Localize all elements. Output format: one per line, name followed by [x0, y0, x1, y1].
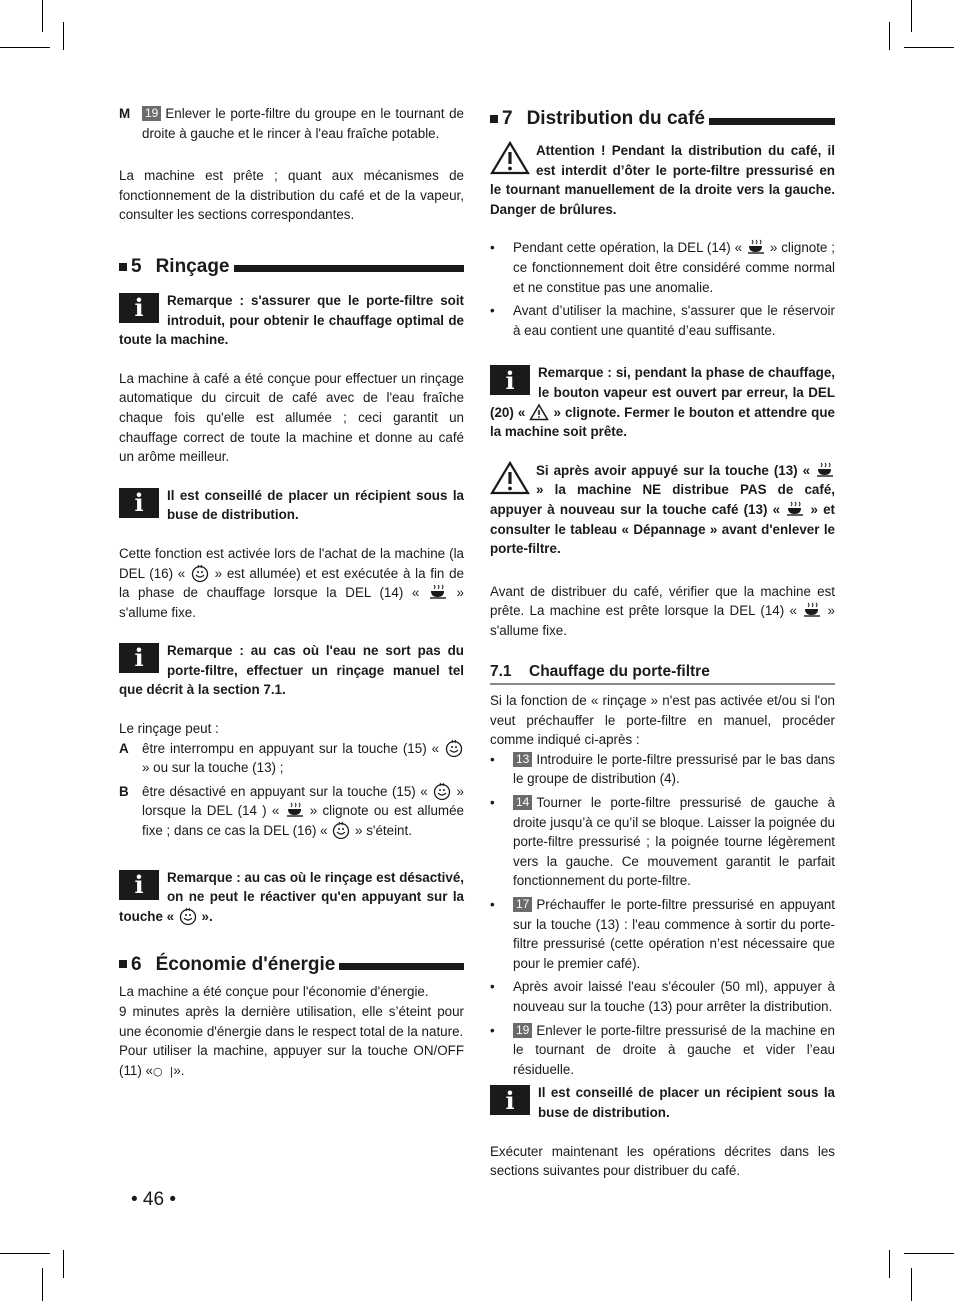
list-item: • Pendant cette opération, la DEL (14) « » clignote ; ce fonctionnement doit être considéré comme normal et ne constitue pas une anomalie.	[490, 240, 835, 295]
list-item-a: A être interrompu en appuyant sur la touche (15) « » ou sur la touche (13) ;	[119, 739, 464, 778]
crop-mark	[889, 22, 890, 50]
step-badge: 14	[513, 795, 532, 810]
list-item: • 13 Introduire le porte-filtre pressurisé par le bas dans le groupe de distribution (4).	[490, 751, 835, 787]
section-heading-rincage: 5 Rinçage	[119, 252, 464, 282]
crop-mark	[63, 1250, 64, 1278]
info-icon: i	[490, 365, 530, 395]
info-icon: i	[119, 643, 159, 673]
right-column	[490, 104, 835, 1181]
list-item: • Après avoir laissé l'eau s'écouler (50 ml), appuyer à nouveau sur la touche (13) pour arrêter la distribution.	[490, 979, 835, 1014]
section-title: Distribution du café	[526, 108, 705, 130]
coffee-cup-icon	[746, 238, 766, 256]
paragraph: Cette fonction est activée lors de l'achat de la machine (la DEL (16) « » est allumée) et est exécutée à la fin de la phase de chauffage lorsque la DEL (14) « » s'allume fixe.	[119, 545, 464, 620]
info-note: i Il est conseillé de placer un récipient sous la buse de distribution.	[490, 1083, 835, 1122]
step-text: Enlever le porte-filtre du groupe en le tournant de droite à gauche et le rincer à l'eau fraîche potable.	[142, 106, 464, 141]
crop-mark	[0, 47, 50, 48]
list-item: • 19 Enlever le porte-filtre pressurisé de la machine en le tournant de droite à gauche et vider l’eau résiduelle.	[490, 1022, 835, 1077]
info-note: i Remarque : au cas où l'eau ne sort pas du porte-filtre, effectuer un rinçage manuel tel que décrit à la section 7.1.	[119, 643, 464, 698]
crop-mark	[889, 1250, 890, 1278]
coffee-cup-icon	[815, 461, 835, 479]
paragraph: Si la fonction de « rinçage » n'est pas activée et/ou si l'on veut préchauffer le porte-filtre en manuel, procéder comme indiqué ci-après :	[490, 693, 835, 748]
crop-mark	[0, 1253, 50, 1254]
step-badge: 19	[142, 106, 161, 121]
info-icon: i	[119, 488, 159, 518]
paragraph: La machine à café a été conçue pour effectuer un rinçage automatique du circuit de café avec de l'eau fraîche chaque fois qu'elle est allumée ; ceci garantit un chauffage correct de toute la machine et donne au café un arôme meilleur.	[119, 370, 464, 465]
step-letter: M	[119, 106, 131, 121]
step-badge: 13	[513, 752, 532, 767]
paragraph: 9 minutes après la dernière utilisation, elle s’éteint pour une économie d'énergie dans le respect total de la nature.	[119, 1004, 464, 1039]
info-note: i Il est conseillé de placer un récipient sous la buse de distribution.	[119, 486, 464, 525]
warning-note: Si après avoir appuyé sur la touche (13) « » la machine NE distribue PAS de café, appuyer à nouveau sur la touche café (13) « » et consulter le tableau « Dépannage » avant d'enlever le porte-filtre.	[490, 462, 835, 557]
crop-mark	[911, 1268, 912, 1301]
rinse-icon	[444, 739, 464, 757]
triangle-warning-icon	[529, 403, 549, 421]
step-badge: 17	[513, 897, 532, 912]
subsection-heading: 7.1 Chauffage du porte-filtre	[490, 662, 835, 685]
paragraph: Avant de distribuer du café, vérifier que la machine est prête. La machine est prête lorsque la DEL (14) « » s'allume fixe.	[490, 583, 835, 638]
warning-note: Attention ! Pendant la distribution du café, il est interdit d’ôter le porte-filtre pressurisé en le tournant manuellement de la droite vers la gauche. Danger de brûlures.	[490, 143, 835, 217]
info-icon: i	[119, 870, 159, 900]
subsection-title: Chauffage du porte-filtre	[529, 663, 710, 681]
info-icon: i	[119, 293, 159, 323]
coffee-cup-icon	[285, 801, 305, 819]
coffee-cup-icon	[428, 583, 448, 601]
coffee-cup-icon	[785, 500, 805, 518]
rinse-icon	[190, 564, 210, 582]
crop-mark	[42, 1268, 43, 1301]
step-badge: 19	[513, 1023, 532, 1038]
section-heading-economie: 6 Économie d'énergie	[119, 949, 464, 979]
steps-list	[490, 750, 835, 1080]
left-column	[119, 104, 464, 1081]
paragraph: Le rinçage peut :	[119, 721, 219, 737]
crop-mark	[911, 0, 912, 32]
crop-mark	[63, 22, 64, 50]
info-note: i Remarque : si, pendant la phase de chauffage, le bouton vapeur est ouvert par erreur, la DEL (20) « » clignote. Fermer le bouton et attendre que la machine soit prête.	[490, 365, 835, 440]
crop-mark	[904, 47, 954, 48]
section-heading-distribution: 7 Distribution du café	[490, 104, 835, 134]
section-title: Rinçage	[155, 256, 230, 278]
list-item-b: B être désactivé en appuyant sur la touche (15) « » lorsque la DEL (14 ) « » clignote ou est allumée fixe ; dans ce cas la DEL (16) « » s'éteint.	[119, 783, 464, 839]
rinse-icon	[432, 782, 452, 800]
paragraph: Pour utiliser la machine, appuyer sur la touche ON/OFF (11) «○ |».	[119, 1041, 464, 1081]
rinse-icon	[331, 821, 351, 839]
crop-mark	[904, 1253, 954, 1254]
list-item: • Avant d’utiliser la machine, s'assurer que le réservoir à eau contient une quantité d’eau suffisante.	[490, 303, 835, 338]
crop-mark	[42, 0, 43, 32]
list-item: • 14 Tourner le porte-filtre pressurisé de gauche à droite jusqu’à ce qu’il se bloque. Laisser la poignée du porte-filtre pressurisé ; la poignée tourne légèrement vers la gauche. Ce mouvement garantit le parfait fonctionnement du porte-filtre.	[490, 795, 835, 889]
info-icon: i	[490, 1085, 530, 1115]
coffee-cup-icon	[802, 601, 822, 619]
warning-icon	[490, 141, 530, 175]
paragraph: Exécuter maintenant les opérations décrites dans les sections suivantes pour distribuer du café.	[490, 1143, 835, 1179]
warning-icon	[490, 461, 530, 495]
page-number: • 46 •	[131, 1189, 176, 1210]
list-item: • 17 Préchauffer le porte-filtre pressurisé en appuyant sur la touche (13) : l'eau commence à sortir du porte-filtre pressurisé (cette opération n’est nécessaire que pour le premier café).	[490, 897, 835, 971]
on-off-icon: ○ |	[153, 1064, 174, 1078]
intro-paragraph: La machine est prête ; quant aux mécanismes de fonctionnement de la distribution du café et de la vapeur, consulter les sections correspondantes.	[119, 168, 464, 223]
step-m	[119, 104, 464, 143]
info-note: i Remarque : s'assurer que le porte-filtre soit introduit, pour obtenir le chauffage optimal de toute la machine.	[119, 292, 464, 348]
paragraph: La machine a été conçue pour l'économie d'énergie.	[119, 984, 429, 1000]
info-note: i Remarque : au cas où le rinçage est désactivé, on ne peut le réactiver qu'en appuyant sur la touche « ».	[119, 869, 464, 924]
rinse-icon	[178, 907, 198, 925]
section-title: Économie d'énergie	[155, 953, 336, 975]
